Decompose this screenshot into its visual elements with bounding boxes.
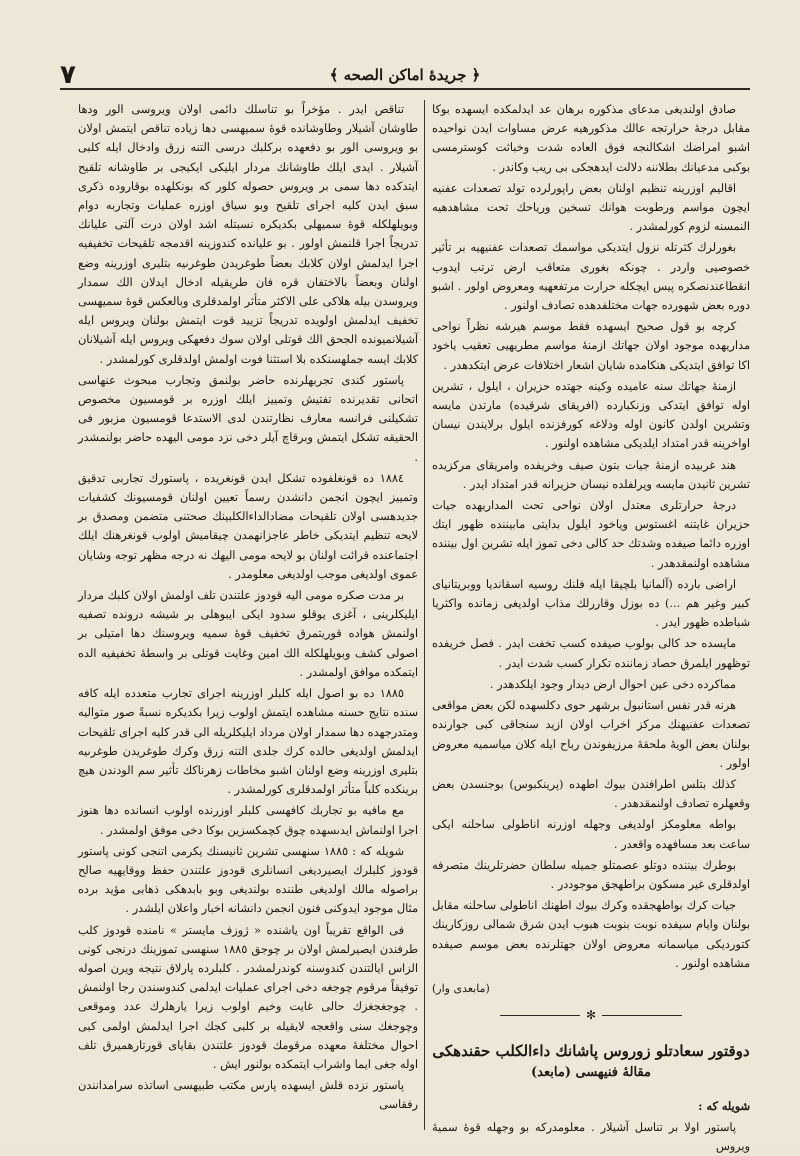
paragraph: ١٨٨٤ ده قونغلفوده تشكل ايدن قونغريده ، پاستورك تجاربى تدقيق وتمييز ايچون انجمن دانشدن رسماً تعيين اولنان قومسيونك كشفيات جديدهسى اولان تلقيحات مضادالداءالكلبينك صحتنى متضمن ومصدق بر لايحه تنظيم ايتديكى خاطر عاجزانهمدن چيقاميش اولوب قونغرهنك ايلك اجتماعنده قرائت اولنان بو لايحه مومى اليهك نه درجه مظهر توجه وشايان عموى اولديغى موجب اولديغى معلومدر .	[78, 471, 418, 581]
paragraph: بوطرك بيننده دوتلو عصمتلو جميله سلطان حضرتلرينك متصرفه اولدقلرى غير مسكون براطهجق موجوددر .	[432, 858, 750, 891]
paragraph: درجهٔ حرارتلرى معتدل اولان نواحى تحت المداريهده جيات حزيران غايتنه اغستوس وياخود ايلول بدايتى مابيننده ظهور ايتك اوزره دائما صيفده وشدتك حد كالى دخى تموز ايله تشرين اول بيننده مشاهده اولنمقدهدر .	[432, 499, 750, 570]
left-column	[78, 100, 418, 1130]
paragraph: پاستور كندى تجربهلرنده حاضر بولنمق وتجارب مبحوث عنهاسى اتحانى تقديرنده تفتيش وتمييز ايلك اوزره بر قومسيون مخصوص تشكيلنى فرانسه معارف نظارتندن لدى الاستدعا قومسيون مزبور فى الحقيقه تشكل ايتمش وبرقاچ آيلر دخى نزد مومى اليهده حاضر بولنمشدر .	[78, 373, 418, 464]
article-subtitle: مقالهٔ فنيهسى (مابعد)	[531, 1065, 651, 1081]
column-divider	[424, 100, 425, 1130]
paragraph: ١٨٨٥ ده بو اصول ايله كلبلر اوزرينه اجراى تجارب متعدده ايله كافه سنده نتايج حسنه مشاهده ايتمش اولوب زيرا بكديكره نسبةً صور متواليه ومتدرجهده دها سمدار اولان مرداد ايليكلريله الى قدر كليه اجراى تلقيحات ايدلمش اولديغى حالده كرك جلدى التنه زرق وكرك طوغريدن طوغرىيه بتليرى اوزرينه وضع اولنان اشبو مخاطات زهرناكك تأثير سم الودندن هيچ برينكده كلباً متأثر اولمدقلرى كورلمشدر .	[78, 687, 418, 797]
page-number: ٧	[60, 60, 76, 90]
paragraph: كرچه بو قول صحيح ايسهده فقط موسم هيرشه نظراً نواحى مداريهده موجود اولان جهاتك ازمنهٔ مواسم مطريهيى تعقيب ياخود اكا توافق ايتديكى هنكامده شايان اشعار اختلافات عرض ايتكدهدر .	[432, 320, 750, 372]
paragraph: هند غربيده ازمنهٔ جيات بتون صيف وخريفده وامريقاى مركزيده تشرين ثانيدن مايسه ويرلفلده نيسان حزيرانه قدر امتداد ايدر .	[432, 458, 750, 491]
right-column	[432, 100, 750, 1153]
masthead: ﴿ جريدهٔ اماكن الصحه ﴾	[329, 66, 481, 84]
paragraph: پاستور نزده قلش ايسهده پارس مكتب طبيهسى اساتذه سرامدانندن رفقاسى	[78, 1079, 418, 1112]
paragraph: پاستور اولا بر تناسل آشيلار . معلومدركه بو وجهله قوهٔ سميهٔ ويروس	[432, 1120, 750, 1153]
article-title: دوقتور سعادتلو زوروس پاشانك داءالكلب حقندهكى	[432, 1042, 750, 1061]
paragraph: بر مدت صكره مومى اليه قودوز علتندن تلف اولمش اولان كلبك مردار ايليكلرينى ، آغزى يوقلو سدود ايكى ايبوهلى بر شيشه درونده تصفيه اولنمش هواده قوريتمرق تخفيف قوهٔ سميه ويروسنك دها امتيلى بر اصولى كشف وبويلهلكله الك امين وغايت قوتلى بر واسطهٔ تخفيفيه الده ايتمكده موافق اولمشدر .	[78, 589, 418, 679]
paragraph: اراضى بارده (آلمانيا بلچيقا ايله فلنك روسيه اسقانديا ووبريتانياى كبير وغير هم ...) ده بوزل وقاررلك مذاب اولديغى زمانده واكثريا شباطده ظهور ايدر .	[432, 577, 750, 630]
paragraph: مايسده حد كالى بولوب صيفده كسب تخفت ايدر . فصل خريفده توظهور ايلمرق حصاد زماننده تكرار كسب شدت ايدر .	[432, 637, 750, 670]
paragraph: فى الواقع تقريباً اون ياشنده « ژوزف مايستر » نامنده قودوز كلب طرفندن ايصيرلمش اولان بر چوجق ١٨٨٥ سنهسى تموزينك درنجى كونى الزاس ايالتندن كندوسنه كوندرلمشدر . كلبلرده پارلاق نتيجه ويرن اصوله توفيقاً مرقوم چوجغه دخى اجراى عمليات ايدلمى كندوسندن رجا اولنمش . چوجغجغزك حالى غايت وخيم اولوب زيرا يارهلرك عدد وموقعى وچوجغك سنى واقعجه لايقيله بر كلبى كجك اجرا ايدلمش اولمى كبى احوال مختلفهٔ معهده مرقومك قودوز علتندن بقاياى قورتارهميرق تلف اوله جغى ايما واشراب ايتمكده بولنور ايش .	[78, 923, 419, 1071]
star-ornament-icon: ✻	[585, 1008, 597, 1023]
paragraph: مماكرده دخى عين احوال ارض ديدار وجود ايلكدهدر .	[489, 677, 736, 691]
divider-line	[500, 1015, 580, 1016]
paragraph: تناقص ايدر . مؤخراً بو تناسلك دائمى اولان ويروسى الور ودها طاوشان آشيلار وطاوشانده قوهٔ سميهسى دها زياده تناقص ايتمش اولان بو ويروسى الور بو دفعهده بركلبك درسى التنه زرق وادخال ايله كلبى آشيلار . ايدى ايلك طاوشانك مردار ايليكى ايكيجى بر طاوشانه تلقيح ايتدكده دها سمى بر ويروس حصوله كلور كه بونكلهده بوقاروده ذكرى سبق ايدن كليه اجراى تلقيح وبو سياق اوزره عمليات وتجاربه دوام وبويلهلكله قوهٔ سميهلى بكديكره نسبتله اشد اولان درت آلتى عليانك تدريجاً اجرا قلنمش اولور . بو عليانده كندوزينه اقدمجه تلقيحات تخفيفيه اجرا ايدلمش اولان كلابك بعضاً طوغريدن طوغرىيه بتليرى اوزرينه وضع اولنان وبعضاً بالاختفان قره فان طريقيله ادخال ايدلان الك سمدار ويروسدن بيله هلاكى على الاكثر متأثر اولمدقلرى وبالعكس قوهٔ سميهسى تخفيف ايدلمش اولويده تدريجاً تزييد قوت ايتمش بولنان ويروس ايله آشيلانميونده الجحق الك قوتلى اولان سوك دفعهكى ويروس ايله آشيلانان كلابك ايسه جملهسنكده بلا استثنا فوت اولمش اولدقلرى كورلمشدر .	[78, 103, 418, 366]
paragraph: بواطه معلومكز اولديغى وجهله اوزرنه اناطولى ساحلنه ايكى ساعت بعد مسافهده واقعدر .	[432, 818, 750, 851]
paragraph: ازمنهٔ جهاتك سنه عاميده وكينه جهتده حزيران ، ايلول ، تشرين اوله توافق ايتدكى وزنكبارده (افريقاى شرقيده) مارتدن مايسه وتشرين اولدن كانون اوله ودلاغه كورفزنده ايلول برلايندن نيسان اواخرينه قدر امتداد ايلديكى مشاهده اولنور .	[432, 379, 750, 451]
paragraph: صادق اولنديغى مدعاى مذكوره برهان عد ايدلمكده ايسهده بوكا مقابل درجهٔ حرارتجه عالك مذكورهيه عرض مساوات ايدن نواحيده اشبو امراضك اشكالنجه فوق العاده شدت وخباثت كوسترمسى بوكبى مدعيانك بطلاننه دلالت ايدهجكى بى ريب وكاندر .	[432, 103, 750, 174]
continued-note: (مابعدى وار)	[432, 981, 490, 995]
page-header	[60, 62, 750, 90]
divider-line	[602, 1015, 682, 1016]
paragraph: مع مافيه بو تجاربك كافهسى كلبلر اوزرنده اولوب انسانده دها هنوز اجرا اولنماش ايدىسهده چوق كچمكسزين بوكا دخى موفق اولمشدر .	[78, 804, 418, 837]
paragraph: هرنه قدر نفس استانبول برشهر حوى دكلسهده لكن بعض مواقعى تصعدات عفنيهنك مركز اخراب اولان ازيد سنجاقى كبى جوارنده بولنان بعض الويهٔ ملحقهٔ مرزيفوندن رباح ايله كلان مياسميه معروض اولور .	[432, 699, 750, 770]
paragraph: اقاليم اوزرينه تنظيم اولنان بعض راپورلرده تولد تصعدات عفنيه ايچون مواسم ورطوبت هوانك تسخين ورياحك تحت مشاهدهيه النمسنه لزوم كورلمشدر .	[432, 181, 750, 234]
paragraph: جيات كرك بواطهجقده وكرك بيوك اطهنك اناطولى ساحلنه مقابل بولنان وايام سيفده نوبت بنوبت هبوب ايدن شرق شمالى روزكارينك كتورديكى مياسمانه معروض اولان جهتلرنده بعض موسم صيفده مشاهده اولنور .	[432, 899, 750, 970]
article-lead: شويله كه :	[698, 1098, 750, 1113]
paragraph: شويله كه : ١٨٨٥ سنهسى تشرين ثانيسنك يكرمى اتنجى كونى پاستور قودوز كلبلرك ايصيرديغى انسانلرى قودوز علتندن حفظ ووقايهيه صالح براصوله مالك اولديغى طننده بولنديغى وبو بابدهكى ذهابى مؤيد برده مثال موجود ايدوكنى فنون انجمن دانشانه اخبار واعلان ايلشدر .	[78, 844, 418, 916]
section-divider	[432, 1006, 750, 1025]
paragraph: بغورلرك كثرتله نزول ايتديكى مواسمك تصعدات عفنيهيه بر تأثير خصوصيى واردر . چونكه بغورى متعاقب ارض ترتب ايدوب انقطاعندنصكره پيس ايچكله حرارت مرتفعهيه ومعروض اولور . اشبو دوره بعض شهورده جهات مختلفدهده تصادف اولنور .	[432, 241, 750, 313]
paragraph: كذلك بتلس اطرافندن بيوك اطهده (پرينكبوس) بوجنسدن بعض وقعهلره تصادف اولنمقدهدر .	[432, 777, 750, 811]
